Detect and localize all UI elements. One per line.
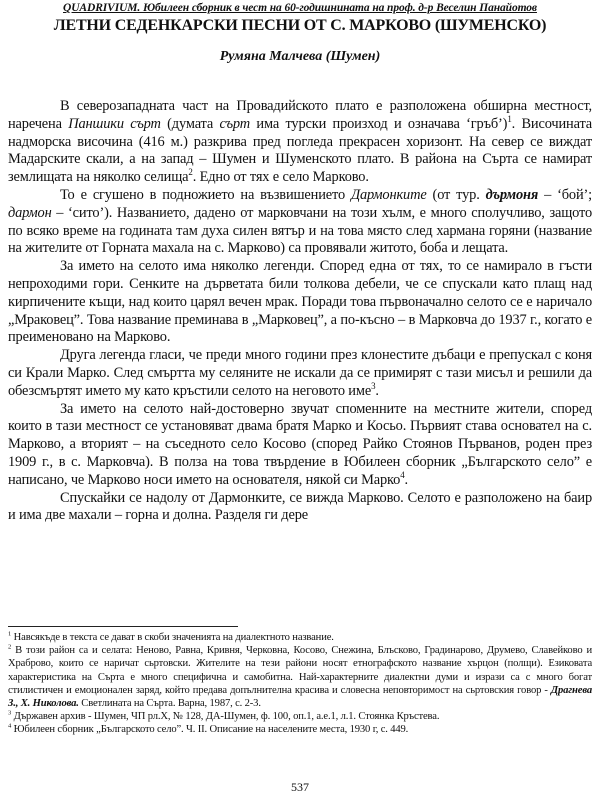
paragraph-text: . <box>404 471 408 488</box>
paragraph-text: В северозападната част на Провадийското плато е разположена обширна местност, наречена <box>8 98 592 132</box>
emphasis-term: сърт <box>219 115 250 132</box>
paragraph-text: – ‘сито’). Названието, дадено от марковчани на този хълм, е много сполучливо, защото по всяко време на годината там духа силен вятър и на това място след хармана горяни (название на жителите от Горната махала на с. Марково) са провявали житото, боба и лещата. <box>8 204 592 257</box>
paragraph-6: Спускайки се надолу от Дармонките, се вижда Марково. Селото е разположено на баир и има две махали – горна и долна. Разделя ги дере <box>8 489 592 524</box>
paragraph-3: За името на селото има няколко легенди. Според една от тях, то се намирало в гъсти непроходими гори. Сенките на дърветата били толкова дебели, че се спускали като плащ над кирпичените къщи, над които царял вечен мрак. Поради това първоначално селото се е наричало „Мраковец”. Това название преминава в „Марковец”, а по-късно – в Марковча до 1937 г., когато е преименовано на Марково. <box>8 258 592 346</box>
article-title: ЛЕТНИ СЕДЕНКАРСКИ ПЕСНИ ОТ С. МАРКОВО (ШУМЕНСКО) <box>53 17 547 34</box>
footnote-number: 3 <box>8 709 12 717</box>
emphasis-term: Паншики сърт <box>68 115 161 132</box>
article-body <box>8 98 592 525</box>
footnote-4 <box>8 723 592 736</box>
page-number: 537 <box>291 780 309 794</box>
paragraph-4 <box>8 347 592 400</box>
footnote-ref[interactable]: 1 <box>507 114 512 124</box>
footnote-number: 2 <box>8 643 12 651</box>
paragraph-1 <box>8 98 592 187</box>
paragraph-text: (думата <box>160 115 220 132</box>
footnote-text: Светлината на Сърта. Варна, 1987, с. 2-3. <box>78 698 261 710</box>
paragraph-text: . Едно от тях е село Марково. <box>192 169 369 186</box>
emphasis-term: дармон <box>8 204 52 221</box>
article-author: Румяна Малчева (Шумен) <box>219 49 381 64</box>
paragraph-text: има турски произход и означава ‘гръб’) <box>250 115 508 132</box>
paragraph-text: . Височината надморска височина (416 м.) разкрива пред погледа прекрасен хоризонт. На север се виждат Мадарските скали, а на запад – Шумен и Шуменското плато. В района на Сърта се намират землищата на няколко селища <box>8 115 592 186</box>
footnote-ref[interactable]: 3 <box>371 380 376 391</box>
paragraph-text: Друга легенда гласи, че преди много години през клонестите дъбаци е препускал с коня си Крали Марко. След смъртта му селяните не искали да се примирят с тази мисъл и решили да обезсмъртят името му като кръстили селото на неговото име <box>8 347 592 399</box>
footnote-ref[interactable]: 2 <box>188 167 193 178</box>
footnote-number: 1 <box>8 630 12 638</box>
paragraph-2 <box>8 187 592 258</box>
footnote-3 <box>8 710 592 723</box>
footnote-ref[interactable]: 4 <box>400 469 405 480</box>
emphasis-term: Дармонките <box>351 186 427 203</box>
emphasis-term: дърмоня <box>485 186 539 203</box>
footnote-text: Навсякъде в текста се дават в скоби значенията на диалектното название. <box>11 632 334 643</box>
footnotes <box>8 626 592 737</box>
footnote-author: Драгнева З., Х. Николова. <box>8 684 592 710</box>
footnote-text: Юбилеен сборник „Българското село”. Ч. II. Описание на населените места, 1930 г, с. 449. <box>11 724 409 736</box>
paragraph-text: (от тур. <box>426 186 486 203</box>
paragraph-text: За името на селото най-достоверно звучат споменните на местните жители, според които в тази местност се установяват двама братя Марко и Косьо. Първият става основател на с. Марково, а вторият – на съседното село Косово (според Райко Стоянов Първанов, роден през 1909 г., в с. Марковча). В полза на това твърдение в Юбилеен сборник „Българското село” е написано, че Марково носи името на основателя, някой си Марко <box>8 400 592 488</box>
footnote-2 <box>8 644 592 710</box>
paragraph-text: . <box>375 382 379 399</box>
footnote-divider <box>8 626 238 627</box>
paragraph-5 <box>8 401 592 490</box>
footnote-text: В този район са и селата: Неново, Равна, Кривня, Черковна, Косово, Снежина, Блъсково, Градинарово, Друмево, Славейково и Храброво, които се наричат сьртовски. Жителите на тези райони носят етнографското название хърцон (полщи). Езиковата характеристика на Сърта е много специфична и самобитна. Най-характерните диалектни думи и изрази са с много богат стилистичен и емоционален заряд, който предава допълнителна красива и словесна неповторимост на сьртовския говор - <box>8 645 592 696</box>
footnote-text: Държавен архив - Шумен, ЧП рл.Х, № 128, ДА-Шумен, ф. 100, оп.1, а.е.1, л.1. Стоянка Кръстева. <box>11 711 440 723</box>
paragraph-text: – ‘бой’; <box>538 186 593 203</box>
footnote-1 <box>8 631 592 644</box>
footnote-number: 4 <box>8 722 12 730</box>
paragraph-text: То е сгушено в подножието на възвишението <box>60 186 351 203</box>
running-header: QUADRIVIUM. Юбилеен сборник в чест на 60-годишнината на проф. д-р Веселин Панайотов <box>63 2 537 14</box>
